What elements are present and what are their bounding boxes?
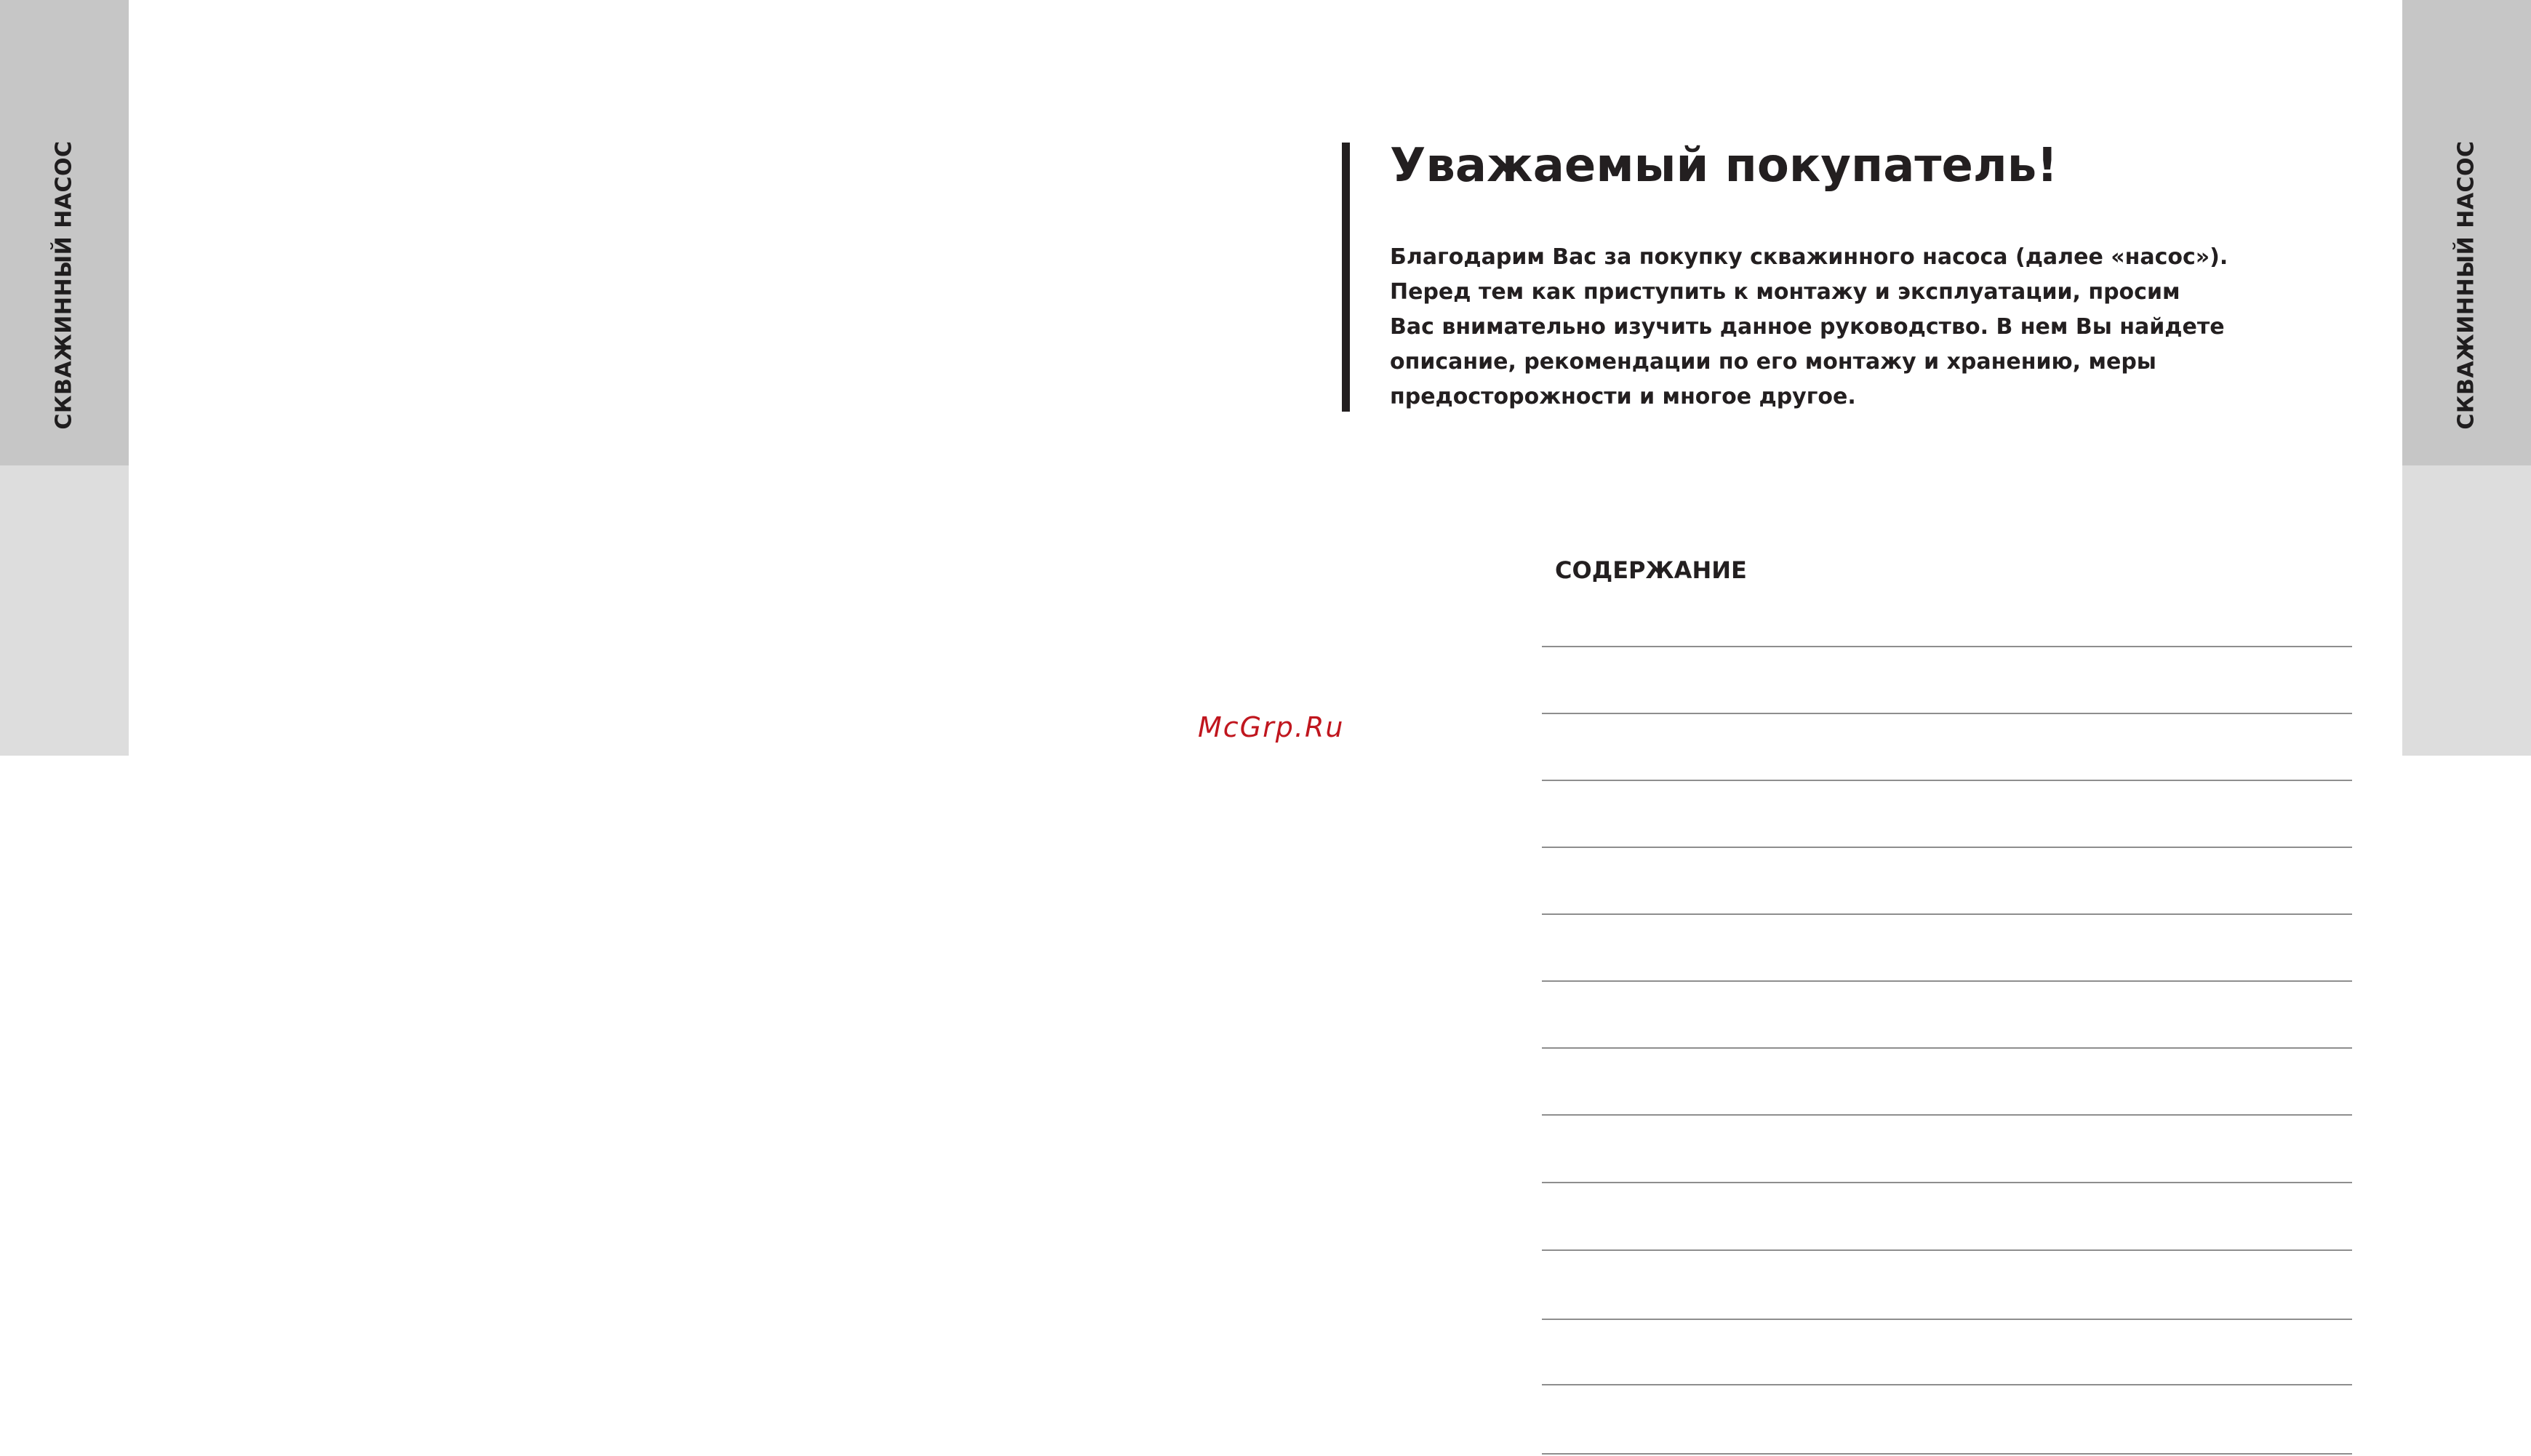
right-side-tab-label: СКВАЖИННЫЙ НАСОС: [2453, 140, 2479, 430]
greeting-title: Уважаемый покупатель!: [1390, 139, 2058, 193]
contents-ruled-lines: [1542, 0, 2352, 1456]
contents-line: [1542, 1114, 2352, 1116]
contents-line: [1542, 1047, 2352, 1049]
contents-heading: СОДЕРЖАНИЕ: [1555, 556, 1747, 584]
greeting-accent-bar: [1342, 143, 1350, 412]
contents-line: [1542, 847, 2352, 848]
contents-line: [1542, 780, 2352, 781]
contents-line: [1542, 913, 2352, 915]
contents-line: [1542, 980, 2352, 982]
contents-line: [1542, 1182, 2352, 1183]
contents-line: [1542, 1384, 2352, 1385]
right-side-tab: [2402, 0, 2531, 756]
right-tab-light-block: [2402, 465, 2531, 756]
watermark-link[interactable]: McGrp.Ru: [1198, 711, 1345, 743]
contents-line: [1542, 646, 2352, 647]
left-tab-light-block: [0, 465, 129, 756]
contents-line: [1542, 713, 2352, 714]
contents-line: [1542, 1319, 2352, 1320]
greeting-body-text: Благодарим Вас за покупку скважинного насоса (далее «насос»). Перед тем как приступить к монтажу и эксплуатации, просим Вас внимательно изучить данное руководство. В нем Вы найдете описание, рекомендации по его монтажу и хранению, меры предосторожности и многое другое.: [1390, 244, 2228, 409]
left-side-tab: [0, 0, 129, 756]
contents-line: [1542, 1249, 2352, 1251]
left-side-tab-label: СКВАЖИННЫЙ НАСОС: [51, 140, 77, 430]
contents-line: [1542, 1453, 2352, 1455]
